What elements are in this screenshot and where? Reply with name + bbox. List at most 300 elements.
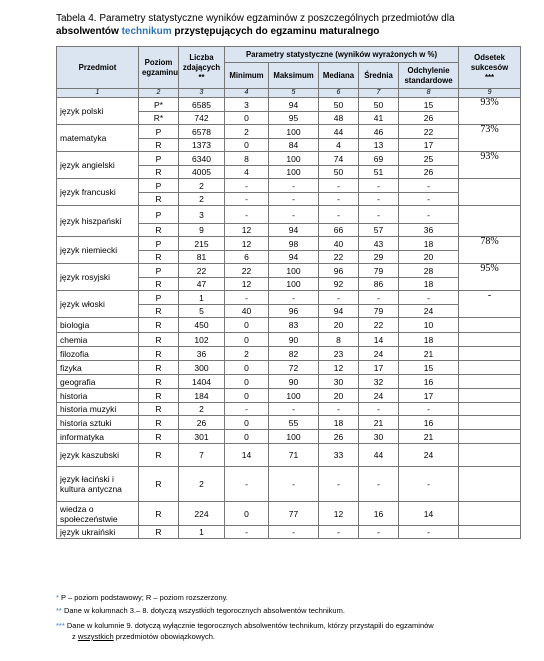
cell-median: 66 bbox=[319, 224, 359, 237]
index-cell: 9 bbox=[459, 89, 521, 98]
cell-min: 14 bbox=[225, 444, 269, 467]
cell-mean: - bbox=[359, 206, 399, 224]
cell-mean: 44 bbox=[359, 444, 399, 467]
index-cell: 1 bbox=[57, 89, 139, 98]
index-row bbox=[57, 89, 521, 98]
cell-mean: - bbox=[359, 179, 399, 193]
table-row bbox=[57, 333, 521, 347]
cell-level: R bbox=[139, 502, 179, 526]
cell-min: - bbox=[225, 179, 269, 193]
cell-median: 30 bbox=[319, 375, 359, 389]
subject-name: język kaszubski bbox=[57, 444, 139, 467]
cell-max: 94 bbox=[269, 224, 319, 237]
cell-sd: 26 bbox=[399, 112, 459, 125]
subject-name: geografia bbox=[57, 375, 139, 389]
index-cell: 3 bbox=[179, 89, 225, 98]
cell-min: 0 bbox=[225, 502, 269, 526]
cell-sd: 21 bbox=[399, 430, 459, 444]
cell-max: - bbox=[269, 206, 319, 224]
table-row bbox=[57, 403, 521, 416]
cell-sd: - bbox=[399, 193, 459, 206]
table-caption bbox=[56, 12, 455, 38]
cell-count: 184 bbox=[179, 389, 225, 403]
cell-max: - bbox=[269, 467, 319, 502]
cell-sd: - bbox=[399, 179, 459, 193]
cell-level: R bbox=[139, 526, 179, 539]
cell-median: 26 bbox=[319, 430, 359, 444]
subject-name: język niemiecki bbox=[57, 237, 139, 264]
cell-median: 50 bbox=[319, 98, 359, 112]
table-row bbox=[57, 98, 521, 112]
cell-level: P* bbox=[139, 98, 179, 112]
cell-min: - bbox=[225, 206, 269, 224]
cell-sd: 22 bbox=[399, 125, 459, 139]
cell-sd: - bbox=[399, 403, 459, 416]
cell-mean: - bbox=[359, 291, 399, 305]
footnote-3-line-2-b: przedmiotów obowiązkowych. bbox=[115, 632, 215, 641]
table-row bbox=[57, 444, 521, 467]
cell-min: 2 bbox=[225, 125, 269, 139]
cell-success: 93% bbox=[459, 152, 521, 179]
table-row bbox=[57, 152, 521, 166]
cell-sd: 24 bbox=[399, 305, 459, 318]
cell-median: 50 bbox=[319, 166, 359, 179]
cell-min: 0 bbox=[225, 389, 269, 403]
cell-sd: 25 bbox=[399, 152, 459, 166]
cell-count: 6578 bbox=[179, 125, 225, 139]
subject-name: język angielski bbox=[57, 152, 139, 179]
footnote-2-star: ** bbox=[56, 606, 62, 615]
cell-level: R bbox=[139, 467, 179, 502]
caption-line-2 bbox=[56, 25, 455, 38]
cell-min: 0 bbox=[225, 112, 269, 125]
cell-mean: 51 bbox=[359, 166, 399, 179]
subject-name: język polski bbox=[57, 98, 139, 125]
cell-mean: 24 bbox=[359, 347, 399, 361]
cell-median: - bbox=[319, 179, 359, 193]
header-subject: Przedmiot bbox=[57, 47, 139, 89]
cell-max: 100 bbox=[269, 430, 319, 444]
cell-level: R bbox=[139, 333, 179, 347]
cell-min: - bbox=[225, 193, 269, 206]
cell-success bbox=[459, 403, 521, 416]
index-cell: 2 bbox=[139, 89, 179, 98]
caption-bold-c: przystępujących do egzaminu maturalnego bbox=[174, 26, 380, 37]
cell-success bbox=[459, 347, 521, 361]
table-row bbox=[57, 237, 521, 251]
cell-mean: 17 bbox=[359, 361, 399, 375]
cell-count: 224 bbox=[179, 502, 225, 526]
cell-median: - bbox=[319, 526, 359, 539]
cell-max: - bbox=[269, 291, 319, 305]
subject-name: matematyka bbox=[57, 125, 139, 152]
cell-min: - bbox=[225, 467, 269, 502]
cell-min: 0 bbox=[225, 361, 269, 375]
subject-name: historia sztuki bbox=[57, 416, 139, 430]
cell-mean: 79 bbox=[359, 305, 399, 318]
footnote-3-line-2-underline: wszystkich bbox=[77, 632, 114, 641]
cell-level: R bbox=[139, 416, 179, 430]
cell-count: 2 bbox=[179, 193, 225, 206]
table-row bbox=[57, 347, 521, 361]
cell-mean: 32 bbox=[359, 375, 399, 389]
cell-max: 77 bbox=[269, 502, 319, 526]
cell-count: 300 bbox=[179, 361, 225, 375]
cell-sd: 16 bbox=[399, 375, 459, 389]
cell-count: 3 bbox=[179, 206, 225, 224]
cell-median: 22 bbox=[319, 251, 359, 264]
cell-min: 12 bbox=[225, 224, 269, 237]
cell-count: 215 bbox=[179, 237, 225, 251]
cell-level: R bbox=[139, 403, 179, 416]
cell-success bbox=[459, 179, 521, 206]
cell-median: - bbox=[319, 206, 359, 224]
cell-success: 95% bbox=[459, 264, 521, 291]
cell-sd: 36 bbox=[399, 224, 459, 237]
header-sd: Odchylenie standardowe bbox=[399, 63, 459, 89]
subject-name: filozofia bbox=[57, 347, 139, 361]
cell-mean: 57 bbox=[359, 224, 399, 237]
cell-min: 0 bbox=[225, 318, 269, 333]
index-cell: 5 bbox=[269, 89, 319, 98]
cell-success bbox=[459, 333, 521, 347]
cell-count: 26 bbox=[179, 416, 225, 430]
statistics-table bbox=[56, 46, 521, 539]
cell-level: P bbox=[139, 152, 179, 166]
cell-sd: 17 bbox=[399, 139, 459, 152]
cell-level: P bbox=[139, 179, 179, 193]
cell-mean: 50 bbox=[359, 98, 399, 112]
cell-max: - bbox=[269, 193, 319, 206]
cell-count: 4005 bbox=[179, 166, 225, 179]
cell-count: 22 bbox=[179, 264, 225, 278]
table-row bbox=[57, 389, 521, 403]
header-success-mark: *** bbox=[484, 72, 495, 82]
cell-median: 33 bbox=[319, 444, 359, 467]
cell-level: R bbox=[139, 375, 179, 389]
cell-min: 40 bbox=[225, 305, 269, 318]
cell-sd: 24 bbox=[399, 444, 459, 467]
cell-max: 94 bbox=[269, 251, 319, 264]
cell-max: 55 bbox=[269, 416, 319, 430]
cell-min: - bbox=[225, 291, 269, 305]
table-row bbox=[57, 125, 521, 139]
table-row bbox=[57, 502, 521, 526]
footnote-3-line-2-a: z bbox=[72, 632, 76, 641]
footnote-2 bbox=[56, 606, 345, 616]
cell-level: R bbox=[139, 361, 179, 375]
cell-level: R bbox=[139, 224, 179, 237]
cell-count: 301 bbox=[179, 430, 225, 444]
cell-min: - bbox=[225, 526, 269, 539]
cell-success: - bbox=[459, 291, 521, 318]
cell-sd: 20 bbox=[399, 251, 459, 264]
cell-min: 8 bbox=[225, 152, 269, 166]
cell-median: - bbox=[319, 467, 359, 502]
cell-level: R bbox=[139, 444, 179, 467]
cell-mean: 30 bbox=[359, 430, 399, 444]
footnote-1-text: P – poziom podstawowy; R – poziom rozszerzony. bbox=[61, 593, 228, 602]
header-count-mark: ** bbox=[198, 72, 205, 82]
header-success bbox=[459, 47, 521, 89]
cell-success bbox=[459, 318, 521, 333]
cell-count: 2 bbox=[179, 403, 225, 416]
cell-sd: 18 bbox=[399, 237, 459, 251]
cell-max: 84 bbox=[269, 139, 319, 152]
cell-mean: 29 bbox=[359, 251, 399, 264]
cell-count: 2 bbox=[179, 179, 225, 193]
cell-max: 82 bbox=[269, 347, 319, 361]
cell-level: P bbox=[139, 291, 179, 305]
cell-min: 0 bbox=[225, 416, 269, 430]
table-row bbox=[57, 318, 521, 333]
cell-median: 4 bbox=[319, 139, 359, 152]
cell-success bbox=[459, 389, 521, 403]
cell-sd: 10 bbox=[399, 318, 459, 333]
cell-max: 98 bbox=[269, 237, 319, 251]
subject-name: biologia bbox=[57, 318, 139, 333]
cell-count: 742 bbox=[179, 112, 225, 125]
cell-count: 1 bbox=[179, 526, 225, 539]
index-cell: 6 bbox=[319, 89, 359, 98]
cell-success bbox=[459, 467, 521, 502]
subject-name: język włoski bbox=[57, 291, 139, 318]
cell-success bbox=[459, 526, 521, 539]
header-min: Minimum bbox=[225, 63, 269, 89]
cell-level: R bbox=[139, 193, 179, 206]
cell-mean: 13 bbox=[359, 139, 399, 152]
cell-count: 1404 bbox=[179, 375, 225, 389]
header-level: Poziom egzaminu bbox=[139, 47, 179, 89]
cell-max: - bbox=[269, 179, 319, 193]
cell-min: 3 bbox=[225, 98, 269, 112]
cell-max: 95 bbox=[269, 112, 319, 125]
header-median: Mediana bbox=[319, 63, 359, 89]
header-mean: Średnia bbox=[359, 63, 399, 89]
cell-success bbox=[459, 502, 521, 526]
cell-sd: 15 bbox=[399, 361, 459, 375]
caption-bold-a: absolwentów bbox=[56, 26, 119, 37]
subject-name: język francuski bbox=[57, 179, 139, 206]
cell-count: 6585 bbox=[179, 98, 225, 112]
cell-sd: - bbox=[399, 526, 459, 539]
index-cell: 8 bbox=[399, 89, 459, 98]
cell-mean: 43 bbox=[359, 237, 399, 251]
cell-count: 2 bbox=[179, 467, 225, 502]
cell-level: R* bbox=[139, 112, 179, 125]
table-row bbox=[57, 416, 521, 430]
cell-min: 6 bbox=[225, 251, 269, 264]
cell-median: 20 bbox=[319, 389, 359, 403]
cell-success bbox=[459, 361, 521, 375]
cell-max: 83 bbox=[269, 318, 319, 333]
cell-mean: 21 bbox=[359, 416, 399, 430]
subject-name: historia muzyki bbox=[57, 403, 139, 416]
cell-sd: 18 bbox=[399, 278, 459, 291]
subject-name: język łaciński i kultura antyczna bbox=[57, 467, 139, 502]
cell-max: 72 bbox=[269, 361, 319, 375]
cell-sd: 28 bbox=[399, 264, 459, 278]
subject-name: historia bbox=[57, 389, 139, 403]
cell-count: 1373 bbox=[179, 139, 225, 152]
cell-mean: - bbox=[359, 193, 399, 206]
cell-mean: - bbox=[359, 467, 399, 502]
cell-level: R bbox=[139, 166, 179, 179]
cell-median: - bbox=[319, 403, 359, 416]
cell-level: R bbox=[139, 347, 179, 361]
cell-mean: - bbox=[359, 403, 399, 416]
cell-sd: 14 bbox=[399, 502, 459, 526]
cell-count: 450 bbox=[179, 318, 225, 333]
cell-sd: - bbox=[399, 467, 459, 502]
cell-min: 0 bbox=[225, 333, 269, 347]
cell-max: 100 bbox=[269, 264, 319, 278]
cell-median: 8 bbox=[319, 333, 359, 347]
cell-sd: 16 bbox=[399, 416, 459, 430]
cell-mean: 69 bbox=[359, 152, 399, 166]
cell-level: P bbox=[139, 206, 179, 224]
table-row bbox=[57, 526, 521, 539]
cell-success bbox=[459, 430, 521, 444]
subject-name: fizyka bbox=[57, 361, 139, 375]
cell-success bbox=[459, 375, 521, 389]
cell-max: 100 bbox=[269, 166, 319, 179]
cell-count: 36 bbox=[179, 347, 225, 361]
cell-min: 0 bbox=[225, 139, 269, 152]
cell-level: P bbox=[139, 237, 179, 251]
header-count bbox=[179, 47, 225, 89]
cell-success: 93% bbox=[459, 98, 521, 125]
cell-median: - bbox=[319, 291, 359, 305]
cell-mean: 46 bbox=[359, 125, 399, 139]
cell-min: 2 bbox=[225, 347, 269, 361]
cell-median: 92 bbox=[319, 278, 359, 291]
table-row bbox=[57, 375, 521, 389]
cell-median: 94 bbox=[319, 305, 359, 318]
footnote-3-line-2 bbox=[72, 632, 215, 642]
cell-level: R bbox=[139, 305, 179, 318]
cell-min: 12 bbox=[225, 278, 269, 291]
index-cell: 4 bbox=[225, 89, 269, 98]
cell-max: 100 bbox=[269, 152, 319, 166]
cell-count: 9 bbox=[179, 224, 225, 237]
header-params: Parametry statystyczne (wyników wyrażonych w %) bbox=[225, 47, 459, 63]
cell-min: 0 bbox=[225, 375, 269, 389]
cell-max: - bbox=[269, 403, 319, 416]
cell-mean: 24 bbox=[359, 389, 399, 403]
cell-success: 73% bbox=[459, 125, 521, 152]
subject-name: język ukraiński bbox=[57, 526, 139, 539]
subject-name: wiedza o społeczeństwie bbox=[57, 502, 139, 526]
cell-mean: 86 bbox=[359, 278, 399, 291]
cell-level: P bbox=[139, 125, 179, 139]
cell-median: 12 bbox=[319, 361, 359, 375]
cell-count: 7 bbox=[179, 444, 225, 467]
cell-mean: 22 bbox=[359, 318, 399, 333]
cell-min: - bbox=[225, 403, 269, 416]
index-cell: 7 bbox=[359, 89, 399, 98]
cell-success bbox=[459, 416, 521, 430]
cell-max: 71 bbox=[269, 444, 319, 467]
cell-mean: 16 bbox=[359, 502, 399, 526]
footnote-1-star: * bbox=[56, 593, 59, 602]
caption-highlight: technikum bbox=[121, 26, 172, 37]
caption-line-1: Tabela 4. Parametry statystyczne wyników egzaminów z poszczególnych przedmiotów dla bbox=[56, 13, 455, 24]
cell-median: - bbox=[319, 193, 359, 206]
header-success-label: Odsetek sukcesów bbox=[470, 52, 509, 72]
cell-count: 47 bbox=[179, 278, 225, 291]
table-row bbox=[57, 264, 521, 278]
cell-count: 6340 bbox=[179, 152, 225, 166]
cell-median: 12 bbox=[319, 502, 359, 526]
header-count-label: Liczba zdających bbox=[182, 52, 221, 72]
footnote-1 bbox=[56, 593, 228, 603]
cell-max: 96 bbox=[269, 305, 319, 318]
cell-mean: 14 bbox=[359, 333, 399, 347]
header-max: Maksimum bbox=[269, 63, 319, 89]
cell-sd: - bbox=[399, 206, 459, 224]
cell-min: 0 bbox=[225, 430, 269, 444]
cell-level: R bbox=[139, 318, 179, 333]
cell-level: P bbox=[139, 264, 179, 278]
cell-max: 90 bbox=[269, 333, 319, 347]
cell-max: - bbox=[269, 526, 319, 539]
cell-mean: 41 bbox=[359, 112, 399, 125]
cell-sd: 17 bbox=[399, 389, 459, 403]
table-body bbox=[57, 89, 521, 539]
table-row bbox=[57, 179, 521, 193]
cell-sd: 15 bbox=[399, 98, 459, 112]
cell-min: 22 bbox=[225, 264, 269, 278]
cell-count: 5 bbox=[179, 305, 225, 318]
cell-median: 40 bbox=[319, 237, 359, 251]
cell-sd: 26 bbox=[399, 166, 459, 179]
cell-median: 20 bbox=[319, 318, 359, 333]
table-row bbox=[57, 467, 521, 502]
cell-level: R bbox=[139, 251, 179, 264]
cell-success: 78% bbox=[459, 237, 521, 264]
cell-min: 12 bbox=[225, 237, 269, 251]
cell-sd: - bbox=[399, 291, 459, 305]
cell-level: R bbox=[139, 139, 179, 152]
subject-name: informatyka bbox=[57, 430, 139, 444]
cell-level: R bbox=[139, 278, 179, 291]
cell-sd: 21 bbox=[399, 347, 459, 361]
cell-max: 100 bbox=[269, 125, 319, 139]
cell-count: 1 bbox=[179, 291, 225, 305]
cell-sd: 18 bbox=[399, 333, 459, 347]
cell-level: R bbox=[139, 430, 179, 444]
cell-max: 100 bbox=[269, 389, 319, 403]
cell-mean: - bbox=[359, 526, 399, 539]
cell-median: 23 bbox=[319, 347, 359, 361]
cell-count: 81 bbox=[179, 251, 225, 264]
footnote-3-star: *** bbox=[56, 621, 65, 630]
subject-name: chemia bbox=[57, 333, 139, 347]
cell-max: 90 bbox=[269, 375, 319, 389]
subject-name: język rosyjski bbox=[57, 264, 139, 291]
cell-min: 4 bbox=[225, 166, 269, 179]
cell-median: 18 bbox=[319, 416, 359, 430]
cell-success bbox=[459, 444, 521, 467]
table-row bbox=[57, 291, 521, 305]
footnote-3 bbox=[56, 621, 434, 631]
cell-mean: 79 bbox=[359, 264, 399, 278]
table-row bbox=[57, 361, 521, 375]
cell-median: 44 bbox=[319, 125, 359, 139]
footnote-2-text: Dane w kolumnach 3.– 8. dotyczą wszystkich tegorocznych absolwentów technikum. bbox=[63, 606, 345, 615]
cell-median: 74 bbox=[319, 152, 359, 166]
